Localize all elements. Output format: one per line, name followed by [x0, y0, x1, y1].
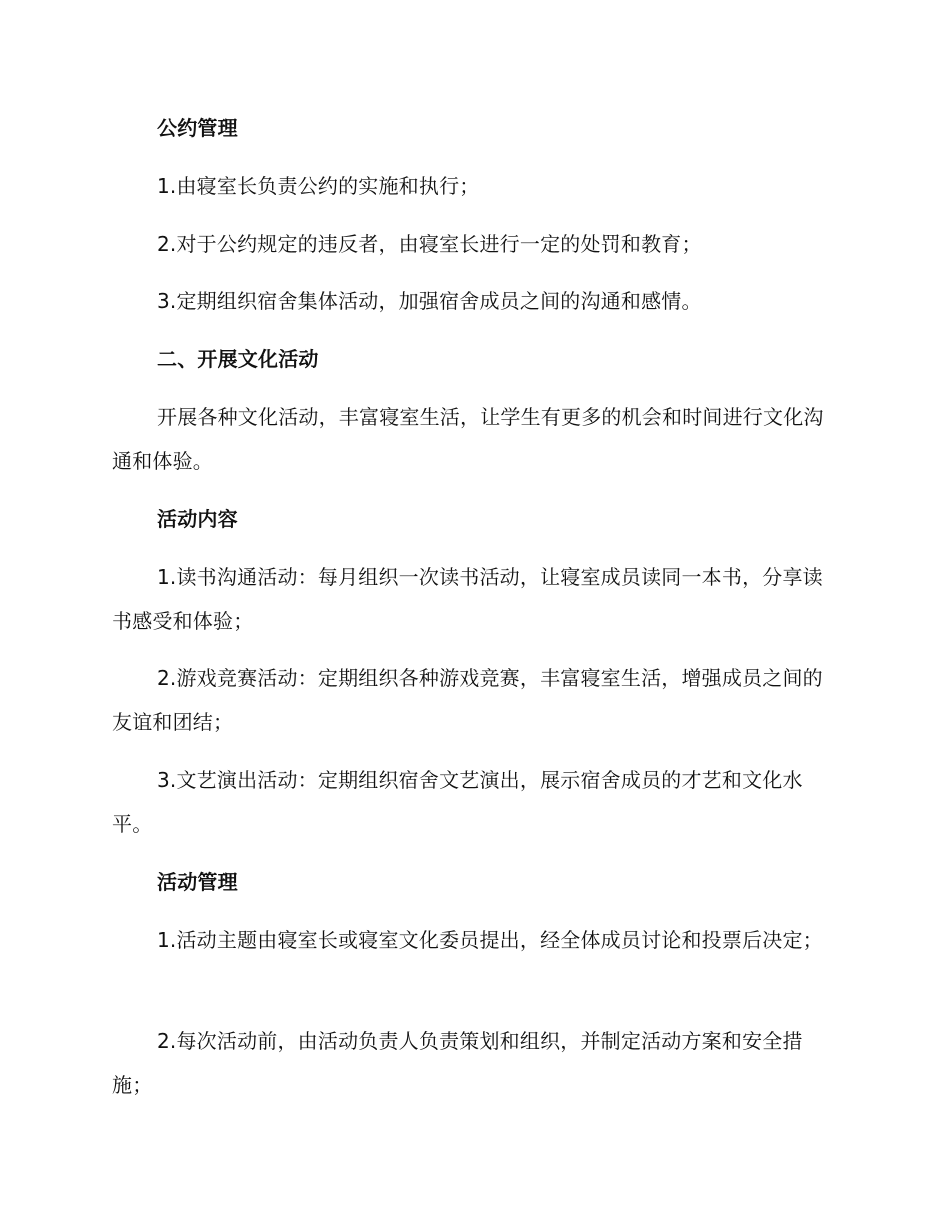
- heading-convention-management: 公约管理: [157, 116, 238, 140]
- heading-activity-content: 活动内容: [157, 507, 238, 531]
- heading-culture-activities: 二、开展文化活动: [157, 347, 319, 371]
- management-item-1: 1.活动主题由寝室长或寝室文化委员提出，经全体成员讨论和投票后决定；: [157, 928, 823, 952]
- content-item-2: 2.游戏竞赛活动：定期组织各种游戏竞赛，丰富寝室生活，增强成员之间的友谊和团结；: [112, 666, 823, 734]
- content-item-1: 1.读书沟通活动：每月组织一次读书活动，让寝室成员读同一本书，分享读书感受和体验；: [112, 565, 823, 633]
- content-item-3: 3.文艺演出活动：定期组织宿舍文艺演出，展示宿舍成员的才艺和文化水平。: [112, 768, 803, 836]
- culture-intro-paragraph: 开展各种文化活动，丰富寝室生活，让学生有更多的机会和时间进行文化沟通和体验。: [112, 405, 824, 473]
- convention-item-1: 1.由寝室长负责公约的实施和执行；: [157, 174, 480, 198]
- heading-activity-management: 活动管理: [157, 870, 238, 894]
- management-item-2: 2.每次活动前，由活动负责人负责策划和组织，并制定活动方案和安全措施；: [112, 1029, 803, 1097]
- convention-item-3: 3.定期组织宿舍集体活动，加强宿舍成员之间的沟通和感情。: [157, 289, 702, 313]
- convention-item-2: 2.对于公约规定的违反者，由寝室长进行一定的处罚和教育；: [157, 232, 702, 256]
